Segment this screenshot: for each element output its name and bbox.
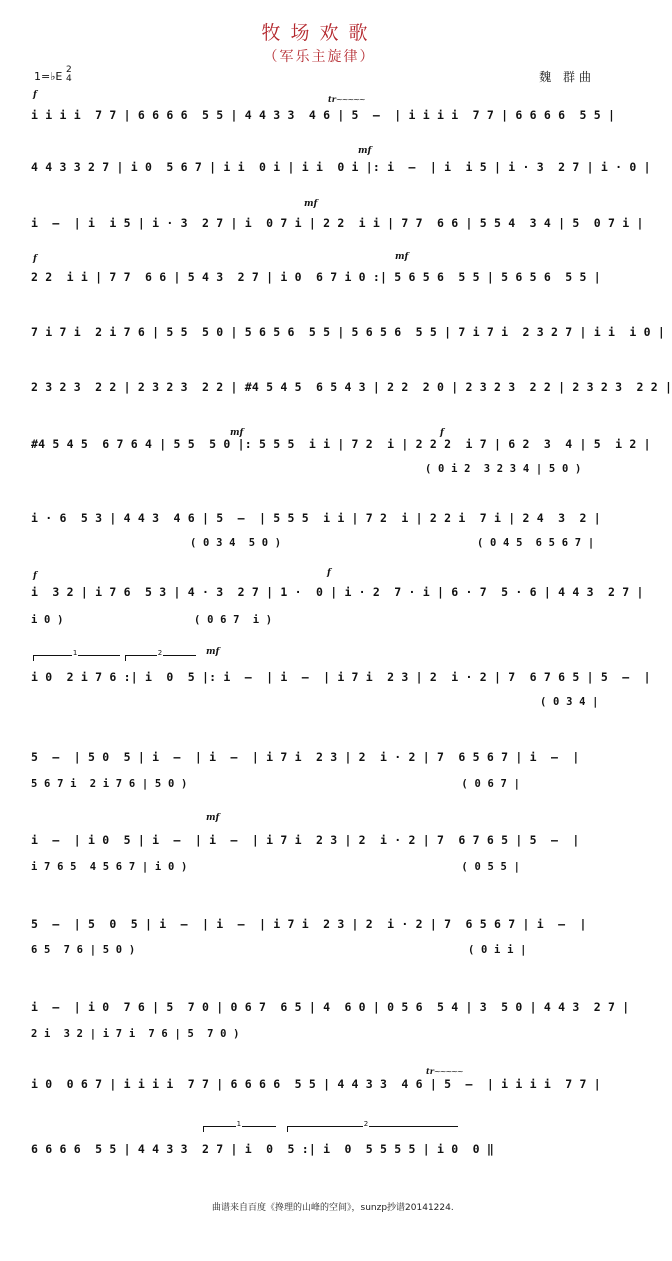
melody-line: 5 – | 5 0 5 | i – | i – | i 7 i 2 3 | 2 i · 2 | 7 6 5 6 7 | i – | xyxy=(31,750,580,764)
first-ending-bracket: 1 xyxy=(203,1126,276,1132)
melody-line: i 3 2 | i 7 6 5 3 | 4 · 3 2 7 | 1 · 0 | i · 2 7 · i | 6 · 7 5 · 6 | 4 4 3 2 7 | xyxy=(31,585,644,599)
dynamic-mark: mf xyxy=(230,428,244,438)
dynamic-mark: f xyxy=(440,428,444,438)
composer-credit: 魏 群曲 xyxy=(539,70,595,84)
accompaniment-line: i 7 6 5 4 5 6 7 | i 0 ) ( 0 5 5 | xyxy=(31,861,521,873)
accompaniment-line: 6 5 7 6 | 5 0 ) ( 0 i i | xyxy=(31,944,527,956)
melody-line: i i i i 7 7 | 6 6 6 6 5 5 | 4 4 3 3 4 6 | 5 – | i i i i 7 7 | 6 6 6 6 5 5 | xyxy=(31,108,616,122)
melody-line: 4 4 3 3 2 7 | i 0 5 6 7 | i i 0 i | i i 0 i |: i – | i i 5 | i · 3 2 7 | i · 0 | xyxy=(31,160,651,174)
time-signature xyxy=(66,66,72,84)
melody-line: 2 3 2 3 2 2 | 2 3 2 3 2 2 | #4 5 4 5 6 5 4 3 | 2 2 2 0 | 2 3 2 3 2 2 | 2 3 2 3 2 2 | xyxy=(31,380,672,394)
accompaniment-line: 2 i 3 2 | i 7 i 7 6 | 5 7 0 ) xyxy=(31,1028,240,1040)
melody-line: 2 2 i i | 7 7 6 6 | 5 4 3 2 7 | i 0 6 7 i 0 :| 5 6 5 6 5 5 | 5 6 5 6 5 5 | xyxy=(31,270,601,284)
dynamic-mark: mf xyxy=(206,647,220,657)
melody-line: 6 6 6 6 5 5 | 4 4 3 3 2 7 | i 0 5 :| i 0 5 5 5 5 | i 0 0 ‖ xyxy=(31,1142,495,1156)
melody-line: i 0 0 6 7 | i i i i 7 7 | 6 6 6 6 5 5 | 4 4 3 3 4 6 | 5 – | i i i i 7 7 | xyxy=(31,1077,601,1091)
accompaniment-line: ( 0 3 4 5 0 ) ( 0 4 5 6 5 6 7 | xyxy=(190,537,595,549)
dynamic-mark: mf xyxy=(358,146,372,156)
dynamic-mark: f xyxy=(33,571,37,581)
accompaniment-line: ( 0 3 4 | xyxy=(540,696,599,708)
trill-mark: tr ~~~~~ xyxy=(426,1066,462,1076)
song-title: 牧场欢歌 xyxy=(261,22,378,44)
second-ending-bracket: 2 xyxy=(125,655,196,661)
dynamic-mark: mf xyxy=(304,199,318,209)
accompaniment-line: 5 6 7 i 2 i 7 6 | 5 0 ) ( 0 6 7 | xyxy=(31,778,521,790)
dynamic-mark: f xyxy=(33,90,37,100)
first-ending-bracket: 1 xyxy=(33,655,120,661)
melody-line: 7 i 7 i 2 i 7 6 | 5 5 5 0 | 5 6 5 6 5 5 | 5 6 5 6 5 5 | 7 i 7 i 2 3 2 7 | i i i 0 | xyxy=(31,325,665,339)
song-subtitle: （军乐主旋律） xyxy=(263,49,376,65)
melody-line: i · 6 5 3 | 4 4 3 4 6 | 5 – | 5 5 5 i i | 7 2 i | 2 2 i 7 i | 2 4 3 2 | xyxy=(31,511,601,525)
dynamic-mark: f xyxy=(33,254,37,264)
dynamic-mark: mf xyxy=(395,252,409,262)
key-signature: 1=♭E xyxy=(34,70,63,83)
trill-mark: tr ~~~~~ xyxy=(328,94,364,104)
melody-line: 5 – | 5 0 5 | i – | i – | i 7 i 2 3 | 2 i · 2 | 7 6 5 6 7 | i – | xyxy=(31,917,587,931)
dynamic-mark: f xyxy=(327,568,331,578)
accompaniment-line: i 0 ) ( 0 6 7 i ) xyxy=(31,614,273,626)
melody-line: i – | i 0 5 | i – | i – | i 7 i 2 3 | 2 i · 2 | 7 6 7 6 5 | 5 – | xyxy=(31,833,580,847)
meter-top: 2 xyxy=(66,65,72,75)
melody-line: #4 5 4 5 6 7 6 4 | 5 5 5 0 |: 5 5 5 i i | 7 2 i | 2 2 2 i 7 | 6 2 3 4 | 5 i 2 | xyxy=(31,437,651,451)
dynamic-mark: mf xyxy=(206,813,220,823)
accompaniment-line: ( 0 i 2 3 2 3 4 | 5 0 ) xyxy=(425,463,582,475)
source-footnote: 曲谱来自百度《搀理的山峰的空间》，sunzp抄谱20141224. xyxy=(212,1203,454,1213)
melody-line: i 0 2 i 7 6 :| i 0 5 |: i – | i – | i 7 i 2 3 | 2 i · 2 | 7 6 7 6 5 | 5 – | xyxy=(31,670,651,684)
melody-line: i – | i 0 7 6 | 5 7 0 | 0 6 7 6 5 | 4 6 0 | 0 5 6 5 4 | 3 5 0 | 4 4 3 2 7 | xyxy=(31,1000,630,1014)
second-ending-bracket: 2 xyxy=(287,1126,458,1132)
meter-bottom: 4 xyxy=(66,74,72,84)
melody-line: i – | i i 5 | i · 3 2 7 | i 0 7 i | 2 2 i i | 7 7 6 6 | 5 5 4 3 4 | 5 0 7 i | xyxy=(31,216,644,230)
